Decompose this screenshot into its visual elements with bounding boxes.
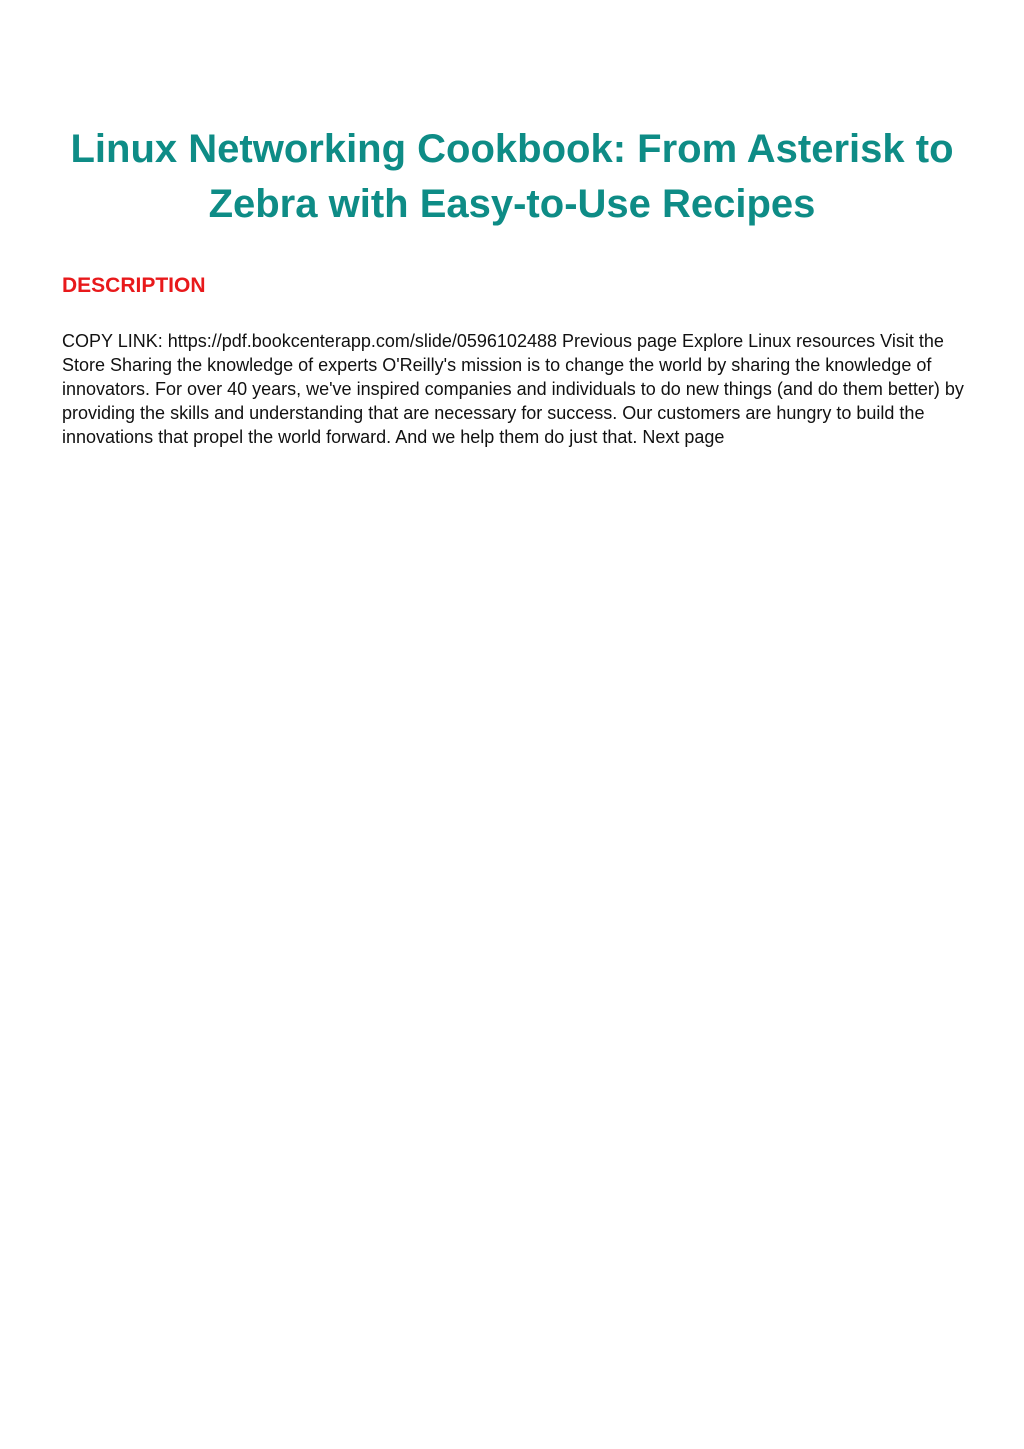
description-heading: DESCRIPTION xyxy=(62,274,206,297)
description-text: COPY LINK: https://pdf.bookcenterapp.com/slide/0596102488 Previous page Explore Linux resources Visit the Store Sharing the knowledge of experts O'Reilly's mission is to change the world by sharing the knowledge of innovators. For over 40 years, we've inspired companies and individuals to do new things (and do them better) by providing the skills and understanding that are necessary for success. Our customers are hungry to build the innovations that propel the world forward. And we help them do just that. Next page xyxy=(62,331,964,447)
document-title: Linux Networking Cookbook: From Asterisk to Zebra with Easy-to-Use Recipes xyxy=(70,127,954,226)
